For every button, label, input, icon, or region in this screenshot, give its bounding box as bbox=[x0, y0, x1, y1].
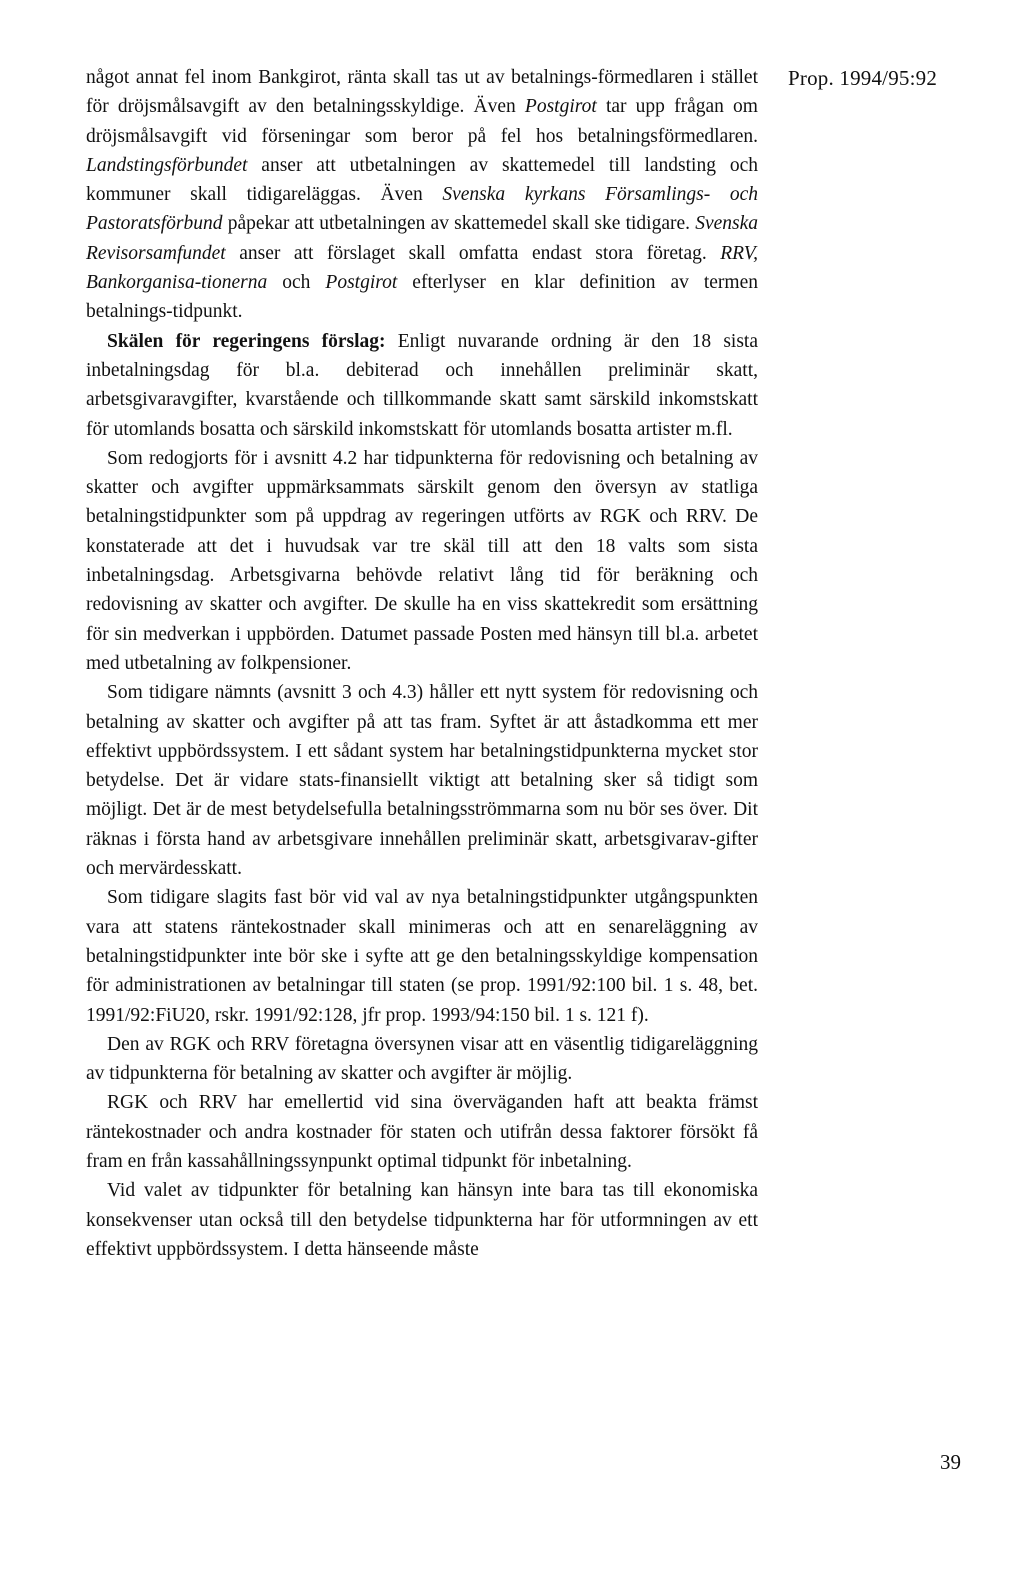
italic-segment: Svenska Revisorsamfundet bbox=[86, 213, 758, 264]
italic-segment: Postgirot bbox=[524, 96, 597, 118]
paragraph-2 bbox=[86, 327, 758, 444]
bold-segment: Skälen för regeringens förslag: bbox=[107, 330, 386, 352]
paragraph-8 bbox=[86, 1176, 758, 1264]
text-segment: Enligt nuvarande ordning är den 18 sista inbetalningsdag för bl.a. debiterad och innehållen preliminär skatt, arbetsgivaravgifter, kvarstående och tillkommande skatt samt särskild inkomstskatt för utomlands bosatta och särskild inkomstskatt för utomlands bosatta artister m.fl. bbox=[86, 330, 758, 440]
text-segment: påpekar att utbetalningen av skattemedel skall ske tidigare. bbox=[222, 213, 696, 235]
text-segment: tar upp frågan om dröjsmålsavgift vid förseningar som beror på fel hos betalningsförmedlaren. bbox=[86, 96, 758, 147]
paragraph-7 bbox=[86, 1088, 758, 1176]
text-segment: efterlyser en klar definition av termen betalnings-tidpunkt. bbox=[86, 272, 758, 323]
text-segment: anser att utbetalningen av skattemedel till landsting och kommuner skall tidigareläggas. Även bbox=[86, 154, 758, 206]
text-segment: Som redogjorts för i avsnitt 4.2 har tidpunkterna för redovisning och betalning av skatter och avgifter uppmärksammats särskilt genom den översyn av statliga betalningstidpunkter som på uppdrag av regeringen utförts av RGK och RRV. De konstaterade att det i huvudsak var tre skäl till att den 18 valts som sista inbetalningsdag. Arbetsgivarna behövde relativt lång tid för beräkning och redovisning av skatter och avgifter. De skulle ha en viss skattekredit som ersättning för sin medverkan i uppbörden. Datumet passade Posten med hänsyn till bl.a. arbetet med utbetalning av folkpensioner. bbox=[86, 447, 758, 674]
text-segment: RGK och RRV har emellertid vid sina överväganden haft att beakta främst räntekostnader och andra kostnader för staten och utifrån dessa faktorer försökt få fram en från kassahållningssynpunkt optimal tidpunkt för inbetalning. bbox=[86, 1092, 758, 1172]
page-number: 39 bbox=[940, 1450, 961, 1474]
italic-segment: Landstingsförbundet bbox=[86, 154, 248, 176]
prop-reference: Prop. 1994/95:92 bbox=[788, 66, 938, 90]
italic-segment: RRV, Bankorganisa-tionerna bbox=[86, 242, 758, 294]
text-segment: Som tidigare nämnts (avsnitt 3 och 4.3) håller ett nytt system för redovisning och betalning av skatter och avgifter på att tas fram. Syftet är att åstadkomma ett mer effektivt uppbördssystem. I ett sådant system har betalningstidpunkterna mycket stor betydelse. Det är vidare stats-finansiellt viktigt att betalning sker så tidigt som möjligt. Det är de mest betydelsefulla betalningsströmmarna som nu bör ses över. Dit räknas i första hand av arbetsgivare innehållen preliminär skatt, arbetsgivarav-gifter och mervärdesskatt. bbox=[86, 682, 758, 880]
italic-segment: Postgirot bbox=[325, 272, 398, 294]
paragraph-5 bbox=[86, 883, 758, 1029]
text-segment: och bbox=[267, 272, 326, 294]
text-segment: Som tidigare slagits fast bör vid val av nya betalningstidpunkter utgångspunkten vara att statens räntekostnader skall minimeras och att en senareläggning av betalningstidpunkter inte bör ske i syfte att ge den betalningsskyldige kompensation för administrationen av betalningar till staten (se prop. 1991/92:100 bil. 1 s. 48, bet. 1991/92:FiU20, rskr. 1991/92:128, jfr prop. 1993/94:150 bil. 1 s. 121 f). bbox=[86, 887, 758, 1026]
paragraph-6 bbox=[86, 1030, 758, 1089]
text-segment: något annat fel inom Bankgirot, ränta skall tas ut av betalnings-förmedlaren i stället för dröjsmålsavgift av den betalningsskyldige. Även bbox=[86, 67, 758, 118]
body-text bbox=[86, 63, 758, 1264]
text-segment: Den av RGK och RRV företagna översynen visar att en väsentlig tidigareläggning av tidpunkterna för betalning av skatter och avgifter är möjlig. bbox=[86, 1033, 758, 1085]
paragraph-1 bbox=[86, 63, 758, 327]
paragraph-3 bbox=[86, 444, 758, 678]
paragraph-4 bbox=[86, 678, 758, 883]
italic-segment: Svenska kyrkans Församlings- och Pastoratsförbund bbox=[86, 184, 758, 235]
text-segment: Vid valet av tidpunkter för betalning kan hänsyn inte bara tas till ekonomiska konsekvenser utan också till den betydelse tidpunkterna har för utformningen av ett effektivt uppbördssystem. I detta hänseende måste bbox=[86, 1180, 758, 1260]
text-segment: anser att förslaget skall omfatta endast stora företag. bbox=[225, 242, 721, 264]
